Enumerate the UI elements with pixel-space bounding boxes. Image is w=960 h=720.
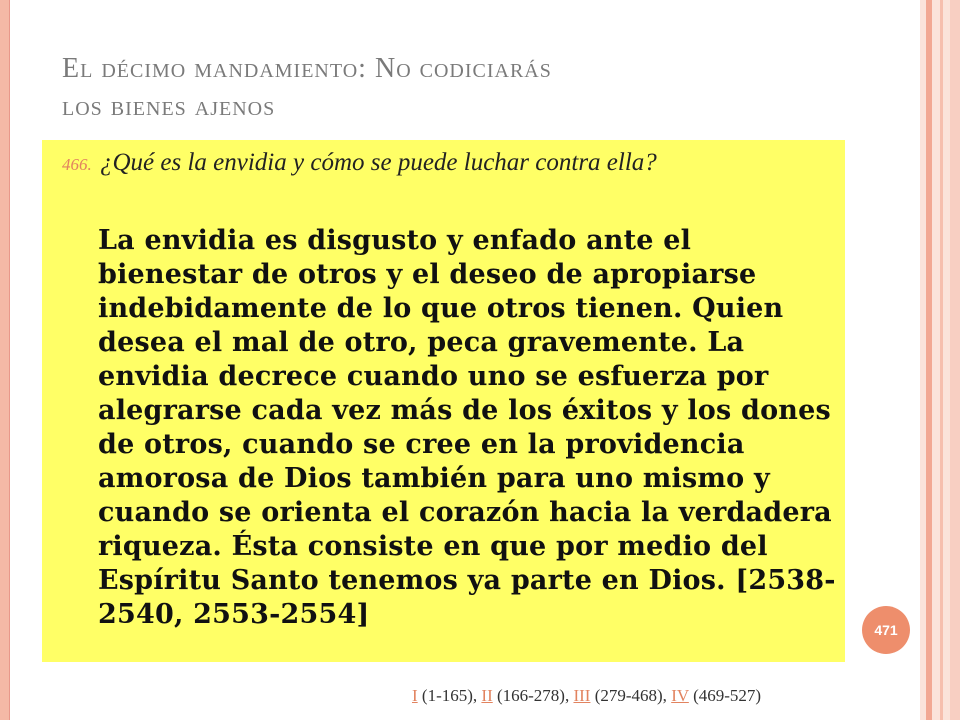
title-text: o codiciarás [396,53,552,84]
slide-title [62,50,882,126]
title-initial: N [374,53,397,84]
volume-link-ii[interactable]: II [481,686,493,705]
volume-range: (279-468), [594,686,667,705]
slide-title-line-1 [62,50,882,88]
frame-stripe [926,0,932,720]
slide-frame-right [920,0,960,720]
footer-navigation [412,686,892,706]
page-number-badge: 471 [862,606,910,654]
slide-frame-left [0,0,10,720]
volume-range: (469-527) [693,686,762,705]
frame-stripe [940,0,943,720]
question-text: ¿Qué es la envidia y cómo se puede luchar contra ella? [100,149,657,176]
title-text: l décimo mandamiento: [80,53,375,84]
volume-link-iii[interactable]: III [573,686,591,705]
volume-range: (1-165), [421,686,478,705]
question-number: 466. [62,155,92,174]
title-initial: E [62,53,81,84]
volume-link-iv[interactable]: IV [671,686,689,705]
question [62,148,837,180]
volume-link-i[interactable]: I [412,686,418,705]
answer-text: La envidia es disgusto y enfado ante el bienestar de otros y el deseo de apropiarse indebidamente de lo que otros tienen. Quien desea el mal de otro, peca gravemente. La envidia decrece cuando uno se esfuerza por alegrarse cada vez más de los éxitos y los dones de otros, cuando se cree en la providencia amorosa de Dios también para uno mismo y cuando se orienta el corazón hacia la verdadera riqueza. Ésta consiste en que por medio del Espíritu Santo tenemos ya parte en Dios. [2538-2540, 2553-2554] [98,225,836,630]
frame-stripe [950,0,960,720]
volume-range: (166-278), [496,686,570,705]
slide-title-line-2: los bienes ajenos [62,91,276,122]
